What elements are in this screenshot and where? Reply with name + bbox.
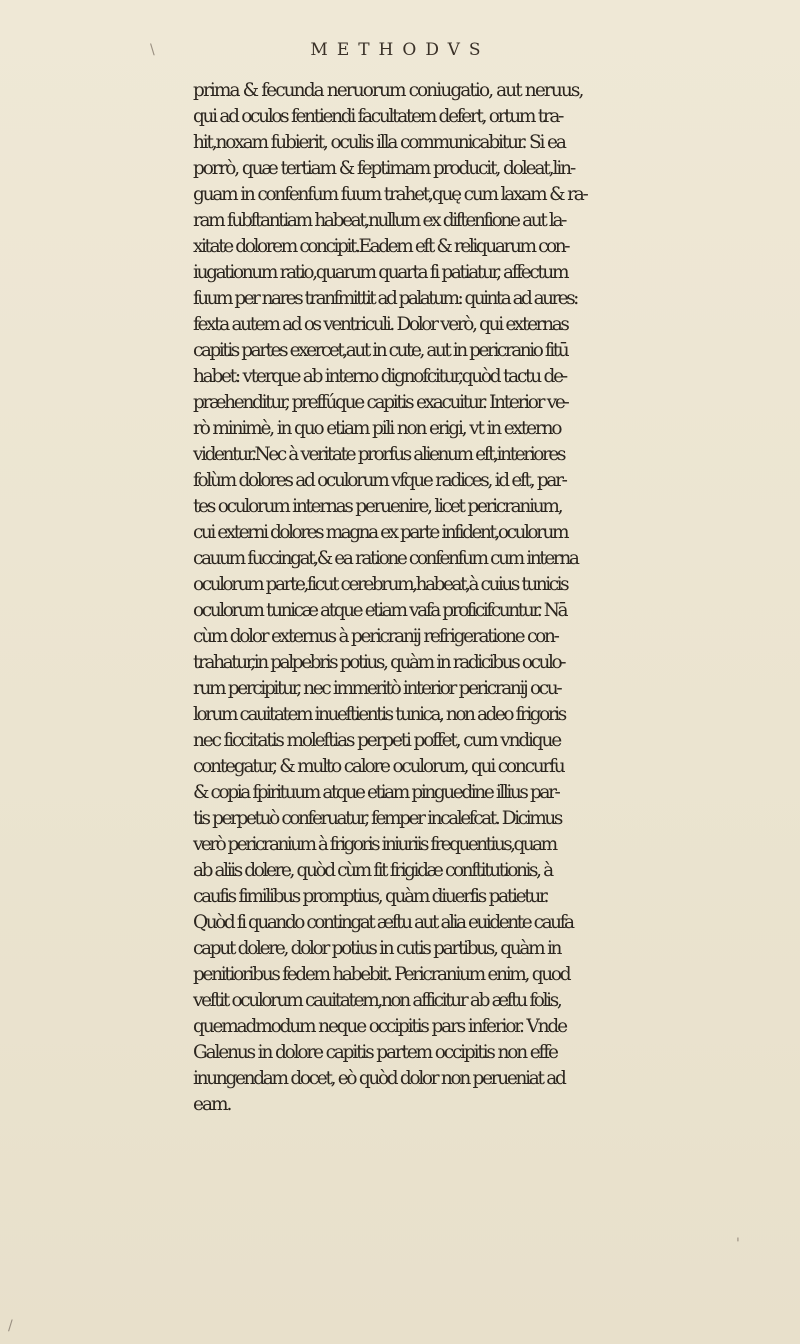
text-line: trahatur,in palpebris potius, quàm in radicibus oculo- bbox=[193, 652, 565, 673]
body-text bbox=[193, 78, 793, 1118]
text-line: habet: vterque ab interno dignofcitur,quòd tactu de- bbox=[193, 366, 566, 387]
text-line: cui externi dolores magna ex parte infident,oculorum bbox=[193, 522, 568, 543]
text-line: Quòd fi quando contingat æftu aut alia euidente caufa bbox=[193, 912, 573, 933]
text-line: cauum fuccingat,& ea ratione confenfum cum interna bbox=[193, 548, 578, 569]
text-line: caufis fimilibus promptius, quàm diuerfis patietur. bbox=[193, 886, 548, 907]
text-line: fuum per nares tranfmittit ad palatum: quinta ad aures: bbox=[193, 288, 577, 309]
text-line: ab aliis dolere, quòd cùm fit frigidæ conftitutionis, à bbox=[193, 860, 552, 881]
text-line: quemadmodum neque occipitis pars inferior. Vnde bbox=[193, 1016, 566, 1037]
ink-speck: \ bbox=[150, 42, 155, 58]
text-line: tis perpetuò conferuatur, femper incalefcat. Dicimus bbox=[193, 808, 561, 829]
text-line: & copia fpirituum atque etiam pinguedine illius par- bbox=[193, 782, 559, 803]
text-line: capitis partes exercet,aut in cute, aut in pericranio fitū bbox=[193, 340, 568, 361]
text-line: Galenus in dolore capitis partem occipitis non effe bbox=[193, 1042, 557, 1063]
text-line: contegatur, & multo calore oculorum, qui concurfu bbox=[193, 756, 564, 777]
ink-speck: / bbox=[8, 1318, 13, 1334]
text-line: præhenditur, preffúque capitis exacuitur. Interior ve- bbox=[193, 392, 568, 413]
text-line: folùm dolores ad oculorum vfque radices, id eft, par- bbox=[193, 470, 566, 491]
text-line: xitate dolorem concipit.Eadem eft & reliquarum con- bbox=[193, 236, 569, 257]
text-line: tes oculorum internas peruenire, licet pericranium, bbox=[193, 496, 562, 517]
text-line: veftit oculorum cauitatem,non afficitur ab æftu folis, bbox=[193, 990, 561, 1011]
text-line: porrò, quæ tertiam & feptimam producit, doleat,lin- bbox=[193, 158, 575, 179]
ink-speck: ' bbox=[736, 1236, 740, 1252]
text-line: videntur.Nec à veritate prorfus alienum eft,interiores bbox=[193, 444, 565, 465]
text-line: penitioribus fedem habebit. Pericranium enim, quod bbox=[193, 964, 570, 985]
text-line: lorum cauitatem inueftientis tunica, non adeo frigoris bbox=[193, 704, 565, 725]
text-line: oculorum tunicæ atque etiam vafa proficifcuntur. Nā bbox=[193, 600, 567, 621]
text-line: verò pericranium à frigoris iniuriis frequentius,quam bbox=[193, 834, 556, 855]
text-line: hit,noxam fubierit, oculis illa communicabitur. Si ea bbox=[193, 132, 565, 153]
text-line: cùm dolor externus à pericranij refrigeratione con- bbox=[193, 626, 558, 647]
running-head: METHODVS bbox=[310, 40, 490, 60]
text-line: prima & fecunda neruorum coniugatio, aut neruus, bbox=[193, 80, 583, 101]
text-line: oculorum parte,ficut cerebrum,habeat,à cuius tunicis bbox=[193, 574, 568, 595]
text-line: ram fubftantiam habeat,nullum ex diftenfione aut la- bbox=[193, 210, 566, 231]
text-line: fexta autem ad os ventriculi. Dolor verò, qui externas bbox=[193, 314, 568, 335]
text-line: inungendam docet, eò quòd dolor non perueniat ad bbox=[193, 1068, 565, 1089]
text-line: eam. bbox=[193, 1094, 231, 1115]
text-line: rum percipitur, nec immeritò interior pericranij ocu- bbox=[193, 678, 561, 699]
text-line: iugationum ratio,quarum quarta fi patiatur, affectum bbox=[193, 262, 568, 283]
text-line: guam in confenfum fuum trahet,quę cum laxam & ra- bbox=[193, 184, 587, 205]
text-line: rò minimè, in quo etiam pili non erigi, vt in externo bbox=[193, 418, 561, 439]
text-line: caput dolere, dolor potius in cutis partibus, quàm in bbox=[193, 938, 561, 959]
text-line: nec ficcitatis moleftias perpeti poffet, cum vndique bbox=[193, 730, 561, 751]
text-line: qui ad oculos fentiendi facultatem defert, ortum tra- bbox=[193, 106, 563, 127]
